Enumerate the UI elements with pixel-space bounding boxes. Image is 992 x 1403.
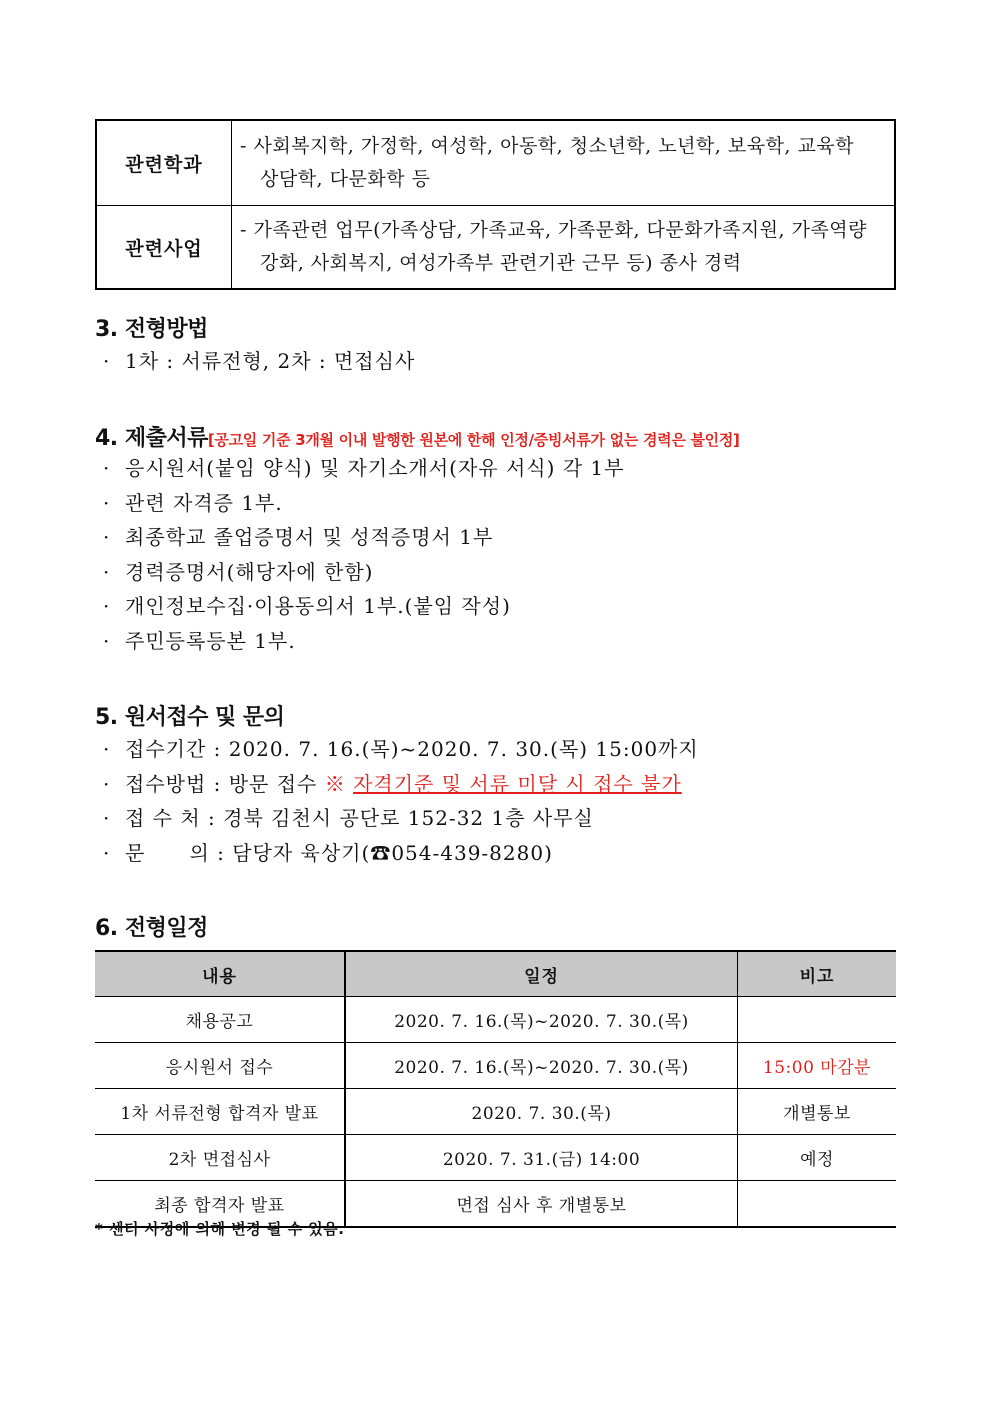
list-item: · 접수방법 : 방문 접수 ※ 자격기준 및 서류 미달 시 접수 불가 (103, 771, 682, 796)
cell-note: 개별통보 (738, 1089, 897, 1135)
cell-note: 15:00 마감분 (738, 1043, 897, 1089)
list-item-text: 1차 : 서류전형, 2차 : 면접심사 (125, 349, 416, 373)
list-item-text: 개인정보수집·이용동의서 1부.(붙임 작성) (125, 594, 511, 618)
list-item: · 개인정보수집·이용동의서 1부.(붙임 작성) (103, 594, 511, 618)
col-header-content: 내용 (95, 951, 345, 997)
cell-schedule: 2020. 7. 16.(목)~2020. 7. 30.(목) (345, 1043, 738, 1089)
cell-content: 1차 서류전형 합격자 발표 (95, 1089, 345, 1135)
table-header-row (95, 951, 896, 997)
related-major-line1: - 사회복지학, 가정학, 여성학, 아동학, 청소년학, 노년학, 보육학, 교육학 (240, 135, 855, 157)
section3-title: 3. 전형방법 (95, 317, 208, 342)
schedule-table (95, 950, 896, 1228)
list-item-text: 경력증명서(해당자에 한함) (125, 559, 374, 584)
section4-note: [공고일 기준 3개월 이내 발행한 원본에 한해 인정/증빙서류가 없는 경력은 불인정] (207, 431, 740, 449)
section3-list (103, 344, 415, 379)
warning-mark: ※ (324, 771, 346, 796)
cell-content: 최종 합격자 발표 (95, 1181, 345, 1228)
list-item-text: 응시원서(붙임 양식) 및 자기소개서(자유 서식) 각 1부 (125, 456, 625, 480)
section6-title: 6. 전형일정 (95, 916, 208, 941)
method-text: 접수방법 : 방문 접수 (125, 771, 318, 796)
section4-title-text: 4. 제출서류 (95, 426, 208, 451)
cell-schedule: 면접 심사 후 개별통보 (345, 1181, 738, 1228)
place-text: 접 수 처 : 경북 김천시 공단로 152-32 1층 사무실 (125, 806, 594, 830)
list-item: · 응시원서(붙임 양식) 및 자기소개서(자유 서식) 각 1부 (103, 456, 625, 480)
related-work-body (232, 206, 896, 290)
related-major-line2: 상담학, 다문화학 등 (260, 168, 431, 190)
list-item: · 접수기간 : 2020. 7. 16.(목)~2020. 7. 30.(목) 15:00까지 (103, 737, 699, 761)
cell-note (738, 1181, 897, 1228)
cell-schedule: 2020. 7. 16.(목)~2020. 7. 30.(목) (345, 997, 738, 1043)
period-text: 접수기간 : 2020. 7. 16.(목)~2020. 7. 30.(목) 15:00까지 (125, 737, 699, 761)
section5-title: 5. 원서접수 및 문의 (95, 705, 285, 730)
list-item: · 경력증명서(해당자에 한함) (103, 559, 374, 584)
list-item: · 1차 : 서류전형, 2차 : 면접심사 (103, 349, 416, 373)
col-header-note: 비고 (738, 951, 897, 997)
related-work-line1: - 가족관련 업무(가족상담, 가족교육, 가족문화, 다문화가족지원, 가족역량 (240, 219, 867, 241)
list-item: · 최종학교 졸업증명서 및 성적증명서 1부 (103, 525, 494, 549)
requirements-table (95, 119, 896, 290)
table-row (95, 1089, 896, 1135)
section4-title (95, 421, 740, 452)
col-header-schedule: 일정 (345, 951, 738, 997)
related-work-line2: 강화, 사회복지, 여성가족부 관련기관 근무 등) 종사 경력 (260, 252, 742, 274)
table-row (96, 206, 895, 290)
cell-note (738, 997, 897, 1043)
section4-list (103, 451, 624, 658)
table-row (95, 1135, 896, 1181)
contact-text: 문 의 : 담당자 육상기(☎054-439-8280) (125, 840, 553, 865)
related-major-body (232, 120, 896, 206)
cell-content: 채용공고 (95, 997, 345, 1043)
related-work-header: 관련사업 (96, 206, 232, 290)
cell-schedule: 2020. 7. 31.(금) 14:00 (345, 1135, 738, 1181)
section5-list (103, 732, 699, 870)
cell-content: 응시원서 접수 (95, 1043, 345, 1089)
list-item: · 관련 자격증 1부. (103, 490, 283, 515)
list-item-text: 최종학교 졸업증명서 및 성적증명서 1부 (125, 525, 494, 549)
cell-schedule: 2020. 7. 30.(목) (345, 1089, 738, 1135)
table-row (96, 120, 895, 206)
table-row (95, 997, 896, 1043)
method-warning: 자격기준 및 서류 미달 시 접수 불가 (353, 771, 682, 796)
cell-content: 2차 면접심사 (95, 1135, 345, 1181)
list-item-text: 관련 자격증 1부. (125, 490, 283, 515)
list-item-text: 주민등록등본 1부. (125, 628, 296, 653)
table-row (95, 1043, 896, 1089)
list-item: · 주민등록등본 1부. (103, 628, 296, 653)
footnote: * 센터 사정에 의해 변경 될 수 있음. (95, 1220, 345, 1238)
list-item: · 문 의 : 담당자 육상기(☎054-439-8280) (103, 840, 553, 865)
list-item: · 접 수 처 : 경북 김천시 공단로 152-32 1층 사무실 (103, 806, 594, 830)
cell-note: 예정 (738, 1135, 897, 1181)
related-major-header: 관련학과 (96, 120, 232, 206)
